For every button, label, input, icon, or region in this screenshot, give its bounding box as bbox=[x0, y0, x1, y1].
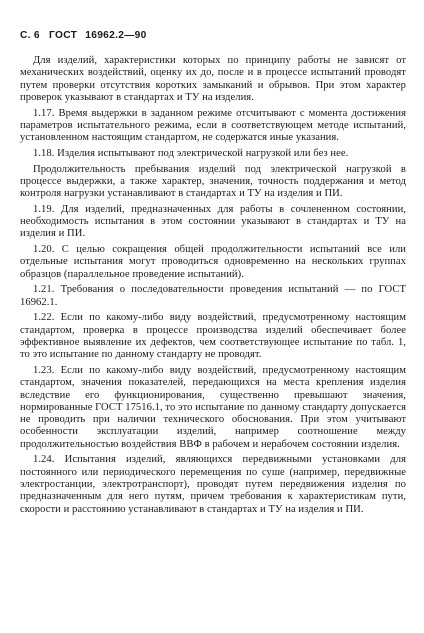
paragraph-intro: Для изделий, характеристики которых по принципу работы не зависят от механических воздействий, оценку их до, после и в процессе испытаний проводят путем проверки отсутствия коротких замыканий и обрывов. При этом характер проверок указывают в стандартах и ТУ на изделия. bbox=[20, 55, 406, 103]
paragraph-1-18: 1.18. Изделия испытывают под электрической нагрузкой или без нее. bbox=[33, 147, 349, 159]
page-number: С. 6 bbox=[20, 30, 40, 41]
paragraph-1-19: 1.19. Для изделий, предназначенных для работы в сочлененном состоянии, необходимость испытания в этом состоянии указывают в стандартах и ТУ на изделия и ПИ. bbox=[20, 203, 406, 240]
paragraph-1-23: 1.23. Если по какому-либо виду воздействий, предусмотренному настоящим стандартом, значения показателей, передающихся на места крепления изделия вследствие его функционирования, существенно превышают значения, нормированные ГОСТ 17516.1, то это испытание по данному стандарту допускается не проводить при наличии технического обоснования. При этом учитывают особенности эксплуатации изделий, например соотношение между продолжительностью воздействия ВВФ в рабочем и нерабочем состоянии изделия. bbox=[20, 364, 406, 450]
paragraph-load-duration: Продолжительность пребывания изделий под электрической нагрузкой в процессе выдержки, а также характер, значения, точность поддержания и метод контроля нагрузки устанавливают в стандартах и ТУ на изделия и ПИ. bbox=[20, 163, 406, 200]
page-header bbox=[20, 30, 406, 44]
standard-label: ГОСТ bbox=[49, 30, 78, 41]
paragraph-1-17: 1.17. Время выдержки в заданном режиме отсчитывают с момента достижения параметров испытательного режима, если в соответствующем методе испытаний, установленном настоящим стандартом, не содержатся иные указания. bbox=[20, 107, 406, 144]
paragraph-1-24: 1.24. Испытания изделий, являющихся передвижными установками для постоянного или периодического перемещения по суше (например, передвижные электростанции, электротранспорт), проводят путем передвижения изделия по предназначенным для него путям, причем требования к характеристикам пути, скорости и расстоянию устанавливают в стандартах и ТУ на изделия и ПИ. bbox=[20, 454, 406, 515]
standard-number: 16962.2—90 bbox=[85, 30, 147, 41]
paragraph-1-20: 1.20. С целью сокращения общей продолжительности испытаний все или отдельные испытания могут проводиться одновременно на нескольких группах образцов (параллельное проведение испытаний). bbox=[20, 244, 406, 280]
paragraph-1-21: 1.21. Требования о последовательности проведения испытаний — по ГОСТ 16962.1. bbox=[20, 284, 406, 308]
document-body bbox=[20, 55, 406, 516]
paragraph-1-22: 1.22. Если по какому-либо виду воздействий, предусмотренному настоящим стандартом, проверка в процессе производства изделий обеспечивает более эффективное выявление их дефектов, чем соответствующее испытание по табл. 1, то это испытание по данному стандарту не проводят. bbox=[20, 312, 406, 361]
